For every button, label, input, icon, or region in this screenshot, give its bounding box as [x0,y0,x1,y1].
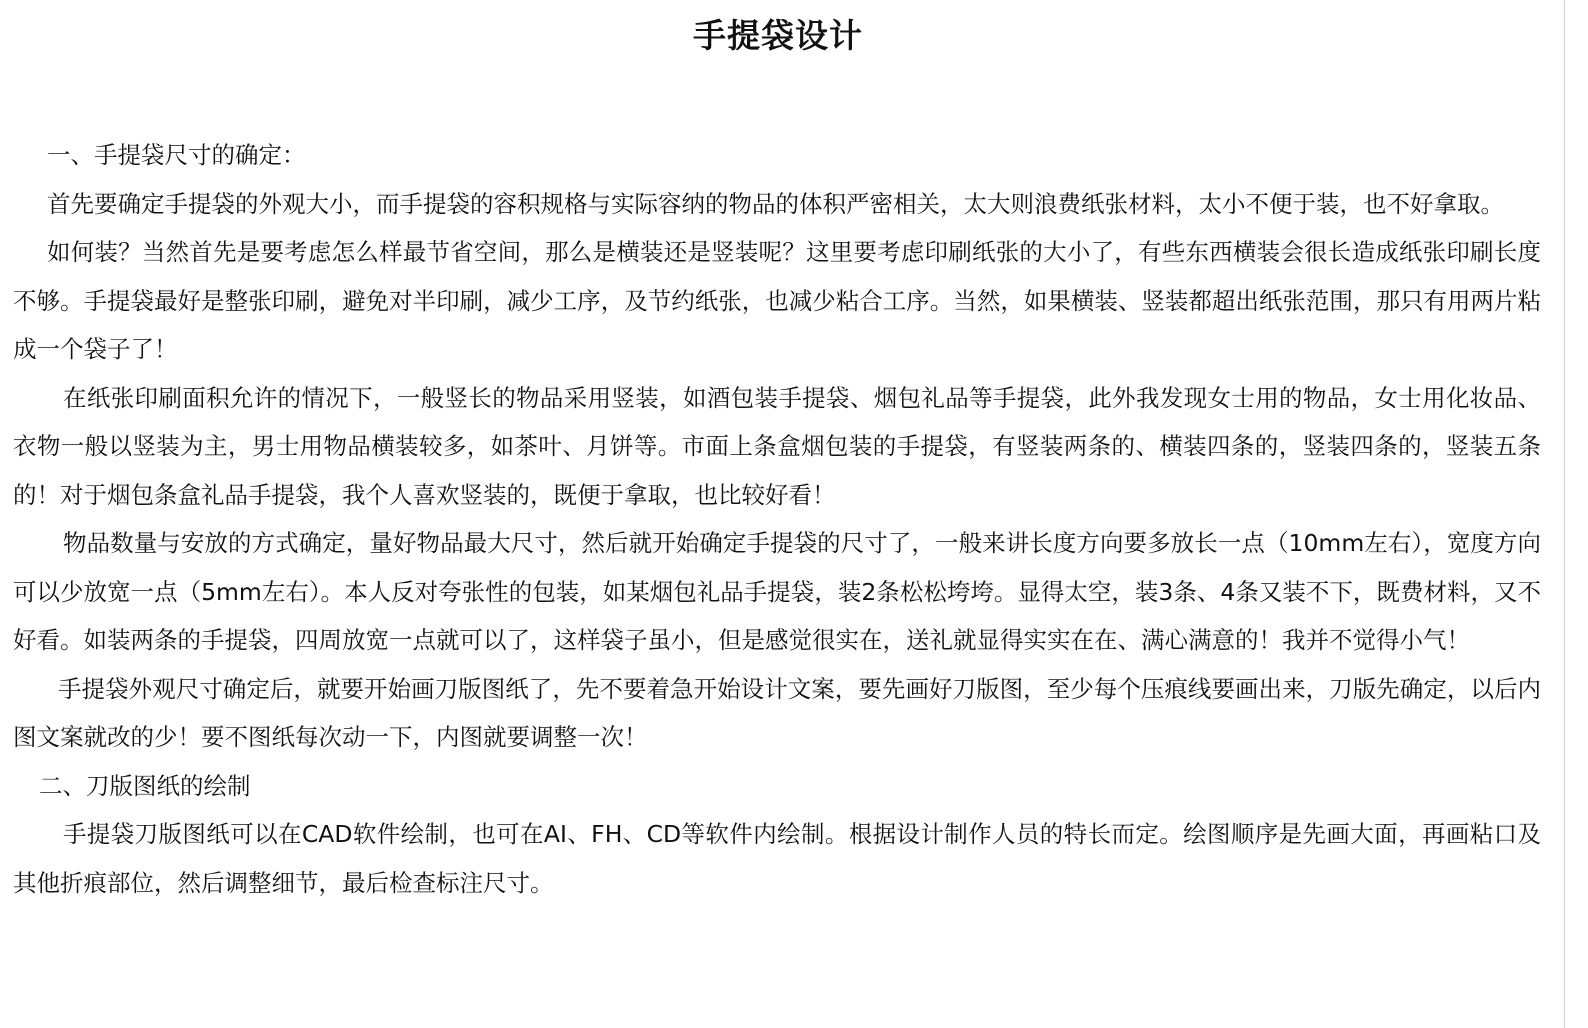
paragraph-vertical-packing: 在纸张印刷面积允许的情况下，一般竖长的物品采用竖装，如酒包装手提袋、烟包礼品等手提袋，此外我发现女士用的物品，女士用化妆品、衣物一般以竖装为主，男士用物品横装较多，如茶叶、月饼等。市面上条盒烟包装的手提袋，有竖装两条的、横装四条的，竖装四条的，竖装五条的！对于烟包条盒礼品手提袋，我个人喜欢竖装的，既便于拿取，也比较好看！ [13,383,1541,509]
document-body [13,131,1541,907]
paragraph-bag-dimensions: 物品数量与安放的方式确定，量好物品最大尺寸，然后就开始确定手提袋的尺寸了，一般来讲长度方向要多放长一点（10mm左右），宽度方向可以少放宽一点（5mm左右）。本人反对夸张性的包装，如某烟包礼品手提袋，装2条松松垮垮。显得太空，装3条、4条又装不下，既费材料，又不好看。如装两条的手提袋，四周放宽一点就可以了，这样袋子虽小，但是感觉很实在，送礼就显得实实在在、满心满意的！我并不觉得小气！ [13,529,1541,654]
page-edge-divider [1564,0,1565,1028]
paragraph-size-intro: 首先要确定手提袋的外观大小，而手提袋的容积规格与实际容纳的物品的体积严密相关，太大则浪费纸张材料，太小不便于装，也不好拿取。 [47,189,1504,218]
paragraph-packing-orientation: 如何装？当然首先是要考虑怎么样最节省空间，那么是横装还是竖装呢？这里要考虑印刷纸张的大小了，有些东西横装会很长造成纸张印刷长度不够。手提袋最好是整张印刷，避免对半印刷，减少工序，及节约纸张，也减少粘合工序。当然，如果横装、竖装都超出纸张范围，那只有用两片粘成一个袋子了！ [13,238,1541,363]
section-2-heading: 二、刀版图纸的绘制 [39,771,251,800]
document-title: 手提袋设计 [693,16,863,55]
paragraph-die-line-drawing: 手提袋刀版图纸可以在CAD软件绘制，也可在AI、FH、CD等软件内绘制。根据设计制作人员的特长而定。绘图顺序是先画大面，再画粘口及其他折痕部位，然后调整细节，最后检查标注尺寸。 [13,820,1541,897]
section-1-heading: 一、手提袋尺寸的确定： [47,141,306,169]
paragraph-die-line-first: 手提袋外观尺寸确定后，就要开始画刀版图纸了，先不要着急开始设计文案，要先画好刀版图，至少每个压痕线要画出来，刀版先确定，以后内图文案就改的少！要不图纸每次动一下，内图就要调整一次！ [13,674,1541,751]
